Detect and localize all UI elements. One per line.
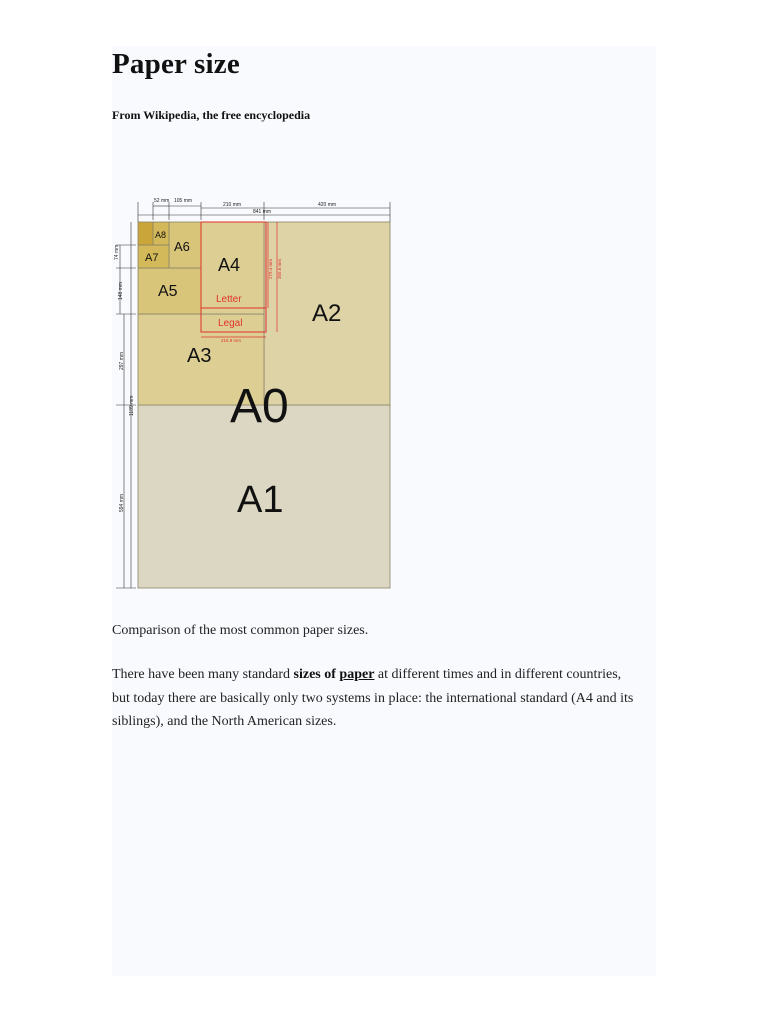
label-legal: Legal	[218, 318, 243, 329]
dim-52: 52 mm	[154, 198, 170, 204]
dim-148: 148 mm	[118, 281, 124, 300]
label-a6: A6	[174, 239, 190, 254]
a8-corner	[138, 222, 153, 245]
figure-caption: Comparison of the most common paper sizes.	[112, 623, 369, 638]
label-a2: A2	[312, 300, 342, 327]
label-a1: A1	[237, 479, 284, 521]
label-a0: A0	[230, 380, 289, 433]
dim-594: 594 mm	[119, 493, 125, 512]
dim-215: 215.9 mm	[221, 338, 242, 343]
article-page	[112, 46, 656, 976]
paper-link[interactable]: paper	[339, 667, 375, 682]
para-text-2: at different times and in different countries, but today there are basically only two systems in place: the international standard (A4 and its siblings), and the North American sizes.	[112, 667, 634, 729]
label-a3: A3	[187, 345, 212, 367]
intro-paragraph	[112, 663, 642, 734]
label-a5: A5	[158, 283, 178, 300]
dim-210: 210 mm	[223, 202, 242, 208]
para-text-1: There have been many standard	[112, 667, 294, 682]
dim-420: 420 mm	[318, 202, 337, 208]
label-a8: A8	[155, 230, 167, 240]
dim-355: 355.6 mm	[277, 258, 282, 279]
dim-297: 297 mm	[119, 351, 125, 370]
dim-279: 279.4 mm	[268, 258, 273, 279]
label-a4: A4	[218, 255, 241, 275]
dim-841: 841 mm	[253, 209, 272, 215]
page-subtitle: From Wikipedia, the free encyclopedia	[112, 108, 311, 122]
dim-74: 74 mm	[114, 244, 120, 260]
dim-105: 105 mm	[174, 198, 193, 204]
paper-size-diagram	[112, 194, 395, 590]
para-bold: sizes of	[293, 667, 340, 682]
label-letter: Letter	[216, 294, 242, 305]
dim-1189: 1189 mm	[129, 395, 135, 416]
page-title: Paper size	[112, 48, 240, 80]
label-a7: A7	[145, 252, 159, 264]
